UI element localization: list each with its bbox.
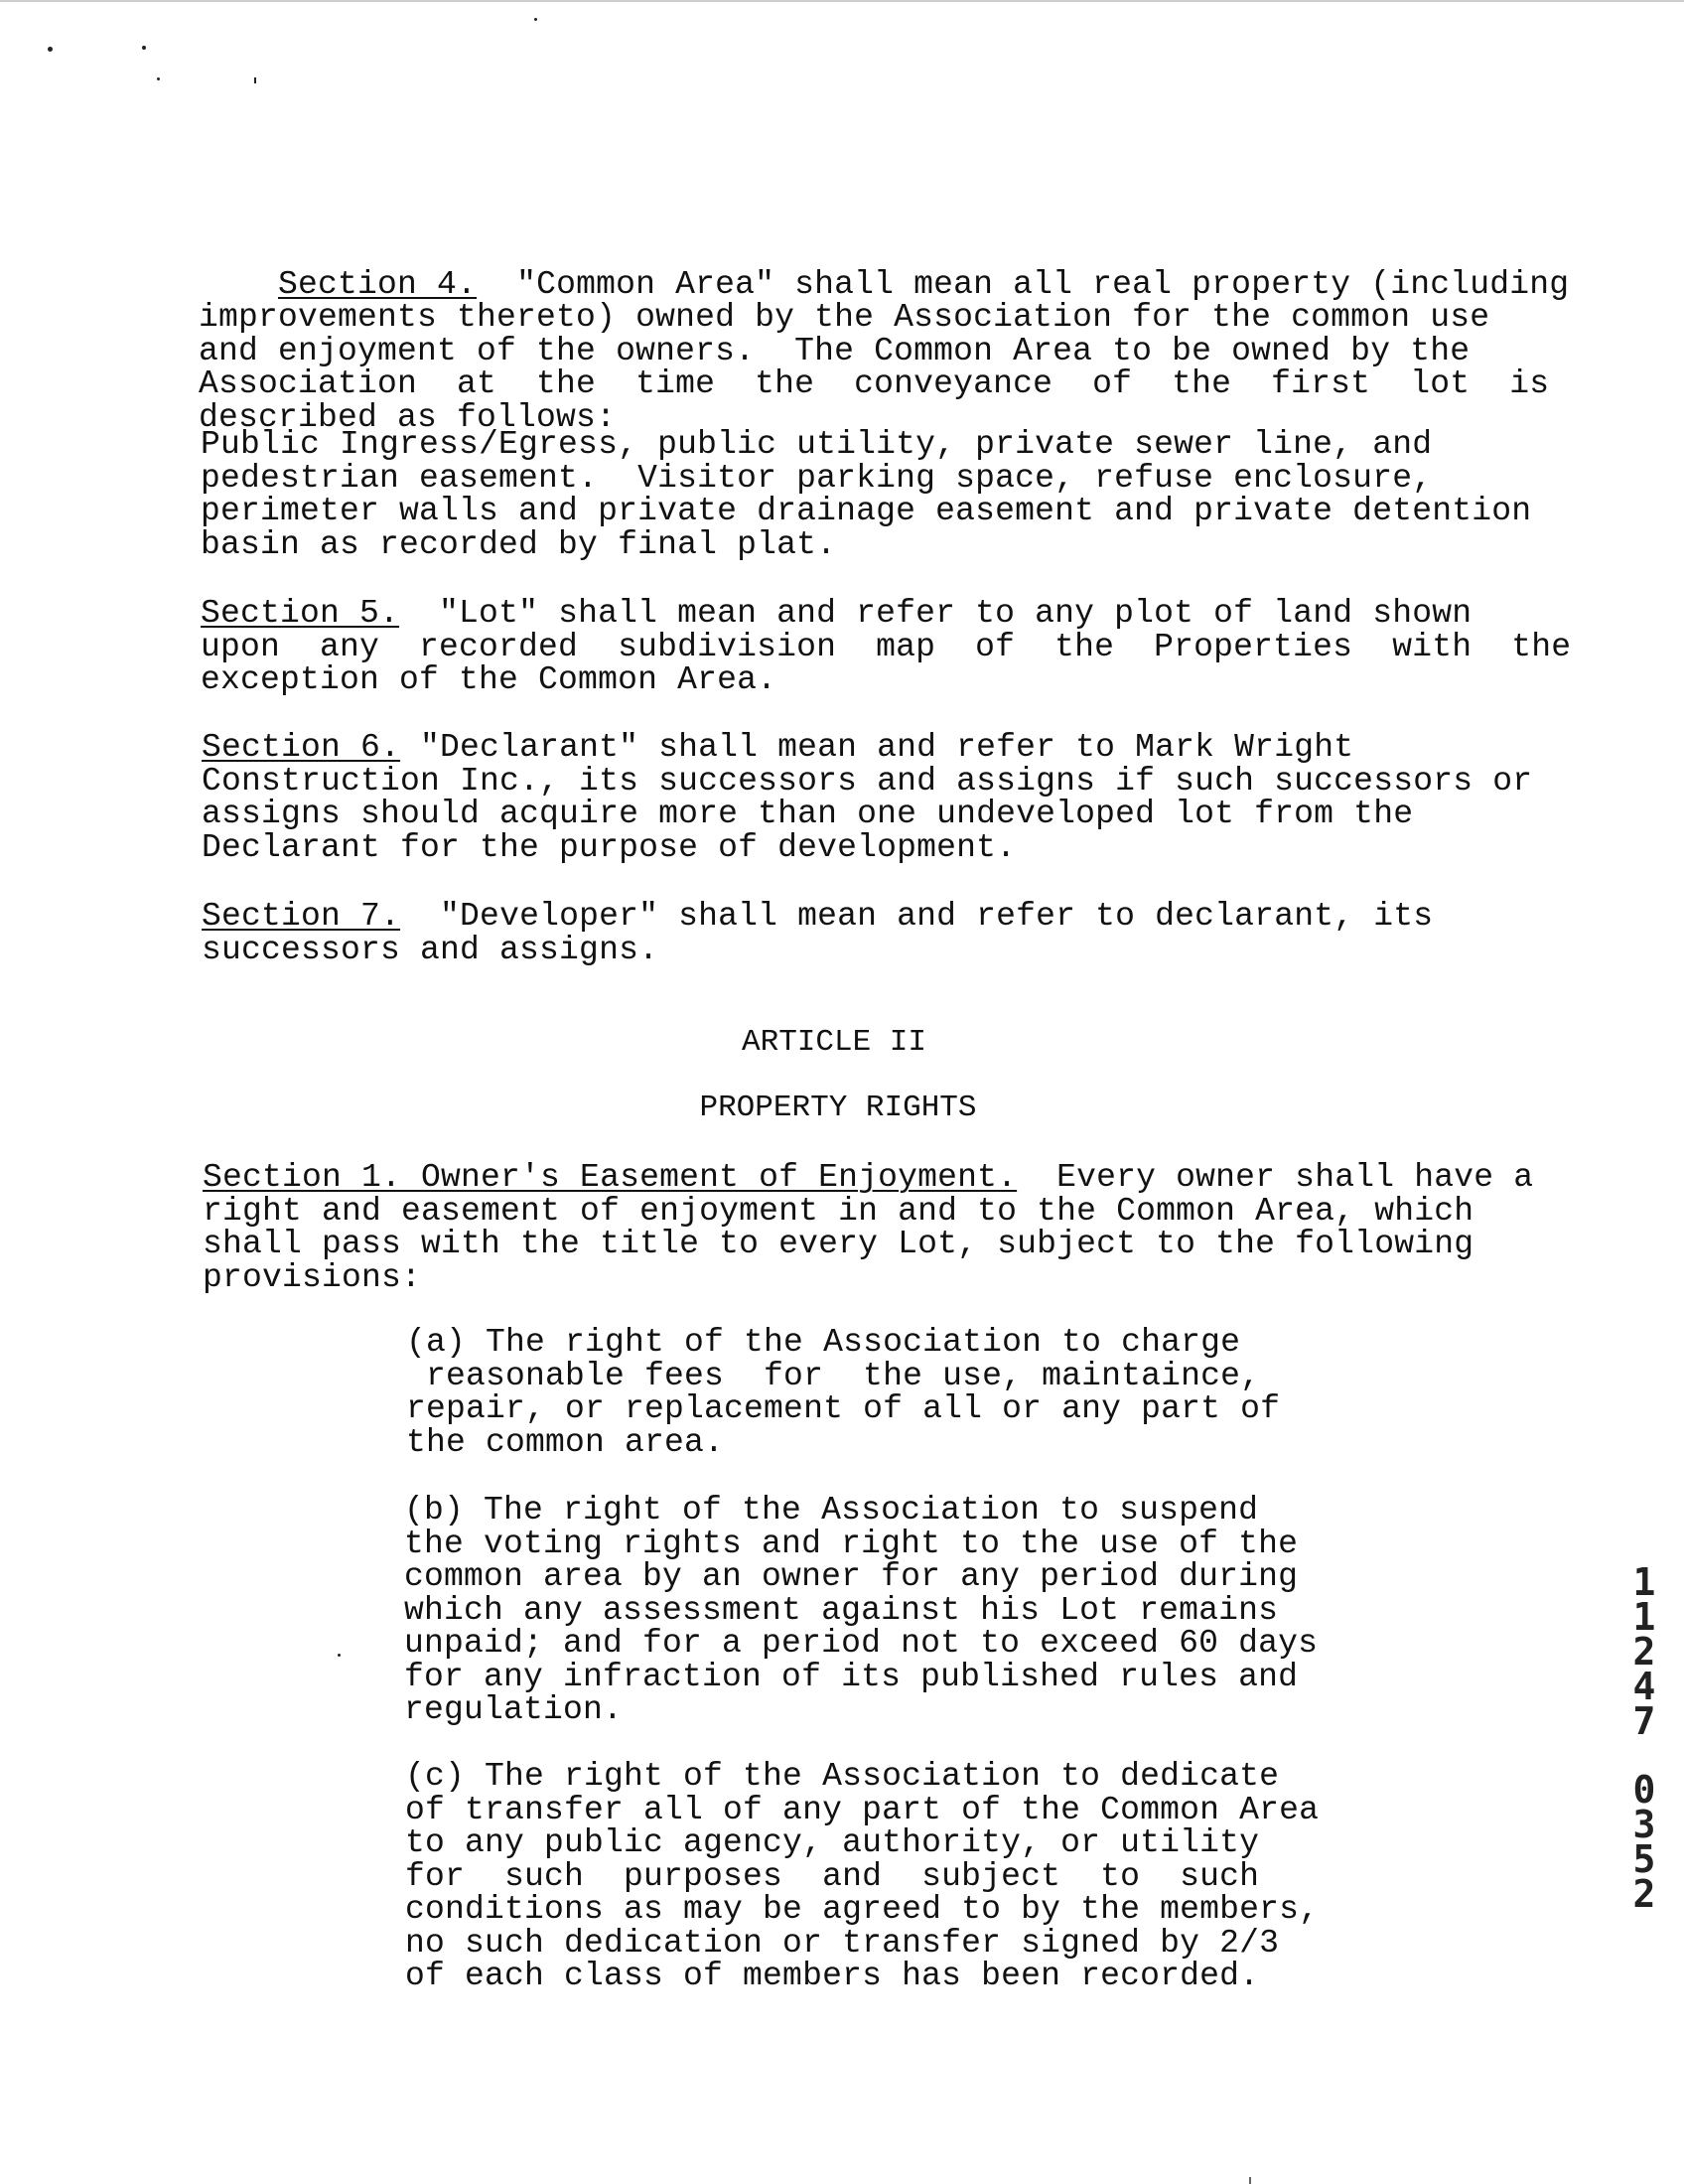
document-number-vertical (1624, 1560, 1664, 1916)
scan-speck (534, 18, 537, 21)
provision-c-line: no such dedication or transfer signed by 2/3 (405, 1924, 1280, 1962)
scan-speck (338, 1654, 341, 1657)
section-5-paragraph (201, 597, 1571, 697)
section-4-paragraph (199, 234, 1569, 434)
provision-a-line: repair, or replacement of all or any part of (406, 1390, 1281, 1427)
provision-b-line: for any infraction of its published rules and (404, 1658, 1299, 1695)
section-5-line: exception of the Common Area. (201, 661, 777, 698)
section-6-label: Section 6. (202, 729, 401, 766)
section-4-line: and enjoyment of the owners. The Common Area to be owned by the (199, 332, 1471, 369)
provision-b-paragraph (404, 1494, 1318, 1727)
article-title: PROPERTY RIGHTS (699, 1091, 977, 1125)
document-number-digit: 4 (1632, 1665, 1656, 1708)
document-number-gap (1624, 1738, 1664, 1772)
provision-b-line: the voting rights and right to the use of the (404, 1525, 1299, 1562)
section-6-line: assigns should acquire more than one undeveloped lot from the (202, 796, 1414, 832)
provision-b-line: unpaid; and for a period not to exceed 60 days (404, 1625, 1319, 1662)
scan-speck (48, 47, 53, 52)
article-section-1-line: Every owner shall have a (1017, 1159, 1534, 1196)
provision-b-line: which any assessment against his Lot remains (404, 1591, 1279, 1629)
provision-a-paragraph (406, 1326, 1280, 1459)
provision-a-line: reasonable fees for the use, maintaince, (406, 1357, 1261, 1394)
scan-edge (0, 0, 1684, 2)
document-number-digit: 0 (1632, 1768, 1656, 1812)
section-4-line: Association at the time the conveyance of the first lot is (199, 365, 1550, 402)
scan-tick-mark (1249, 2177, 1251, 2184)
provision-c-line: of transfer all of any part of the Common Area (405, 1791, 1320, 1828)
scan-speck (157, 77, 160, 80)
document-number-digit: 7 (1632, 1699, 1656, 1743)
section-6-line: Declarant for the purpose of development. (202, 828, 1017, 866)
article-section-1-line: provisions: (203, 1258, 422, 1296)
section-5-line: upon any recorded subdivision map of the Properties with the (201, 628, 1572, 665)
section-5-label: Section 5. (201, 595, 400, 632)
section-7-line: "Developer" shall mean and refer to declarant, its (400, 898, 1434, 935)
easements-paragraph (201, 428, 1531, 561)
scan-speck (142, 46, 146, 50)
section-4-label: Section 4. (278, 265, 478, 303)
provision-c-line: for such purposes and subject to such (405, 1857, 1260, 1895)
provision-c-paragraph (405, 1760, 1319, 1993)
section-5-line: "Lot" shall mean and refer to any plot of land shown (399, 595, 1473, 632)
provision-a-line: the common area. (406, 1423, 725, 1461)
easements-line: basin as recorded by final plat. (201, 525, 837, 563)
section-7-paragraph (202, 900, 1433, 966)
article-section-1-line: shall pass with the title to every Lot, subject to the following (203, 1226, 1474, 1262)
section-4-line: improvements thereto) owned by the Association for the common use (199, 299, 1490, 336)
article-number: ARTICLE II (741, 1025, 927, 1060)
provision-b-line: common area by an owner for any period during (404, 1558, 1299, 1595)
provision-b-line: (b) The right of the Association to suspend (404, 1492, 1259, 1529)
document-number-digit: 1 (1632, 1595, 1656, 1639)
article-section-1-paragraph (203, 1161, 1533, 1294)
article-section-1-line: right and easement of enjoyment in and to the Common Area, which (203, 1192, 1474, 1230)
easements-line: Public Ingress/Egress, public utility, private sewer line, and (201, 426, 1433, 463)
provision-c-line: to any public agency, authority, or utility (405, 1824, 1260, 1861)
provision-b-line: regulation. (404, 1691, 624, 1728)
document-number-digit: 2 (1632, 1872, 1656, 1916)
easements-line: pedestrian easement. Visitor parking space, refuse enclosure, (201, 459, 1433, 497)
provision-c-line: (c) The right of the Association to dedicate (405, 1758, 1280, 1795)
section-6-line: Construction Inc., its successors and assigns if such successors or (202, 762, 1533, 800)
easements-line: perimeter walls and private drainage easement and private detention (201, 493, 1532, 529)
section-6-line: "Declarant" shall mean and refer to Mark Wright (400, 729, 1354, 766)
provision-c-line: conditions as may be agreed to by the members, (405, 1891, 1320, 1928)
document-number-digit: 3 (1632, 1803, 1656, 1846)
provision-c-line: of each class of members has been recorded. (405, 1958, 1260, 1994)
section-4-line: described as follows: (199, 398, 617, 436)
section-6-paragraph (202, 731, 1532, 864)
article-section-1-label: Section 1. Owner's Easement of Enjoyment. (203, 1159, 1018, 1196)
document-number-digit: 1 (1632, 1560, 1656, 1604)
section-7-label: Section 7. (202, 898, 401, 935)
document-number-digit: 2 (1632, 1630, 1656, 1674)
document-number-digit: 5 (1632, 1837, 1656, 1881)
section-4-line: "Common Area" shall mean all real property (including (477, 265, 1570, 303)
section-7-line: successors and assigns. (202, 931, 659, 968)
provision-a-line: (a) The right of the Association to charge (406, 1324, 1241, 1361)
scan-speck (254, 77, 256, 83)
